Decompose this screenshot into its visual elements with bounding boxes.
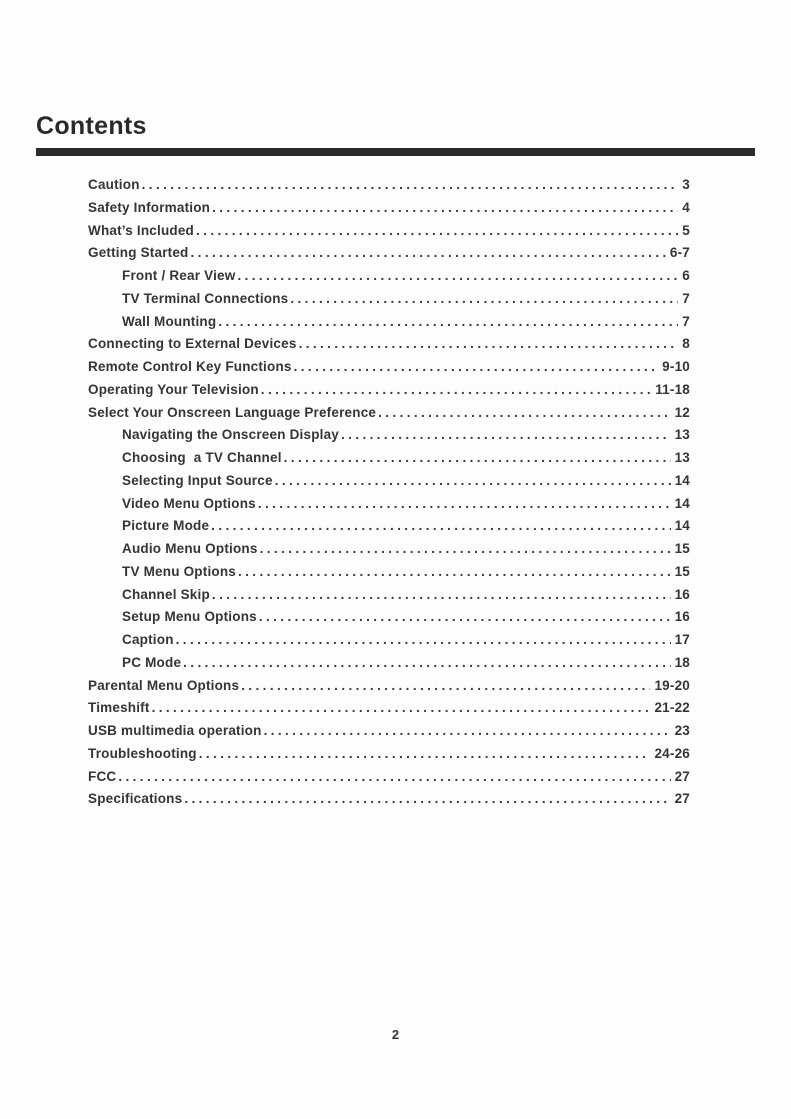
toc-dot-leader xyxy=(261,379,651,402)
toc-dot-leader xyxy=(238,561,671,584)
toc-dot-leader xyxy=(290,288,678,311)
toc-entry-page: 8 xyxy=(682,336,690,352)
toc-entry-page: 6 xyxy=(682,268,690,283)
toc-entry-label: TV Terminal Connections xyxy=(122,290,289,306)
toc-entry-label: Navigating the Onscreen Display xyxy=(122,427,340,443)
toc-entry-label: Specifications xyxy=(88,791,183,807)
toc-entry-label: Caption xyxy=(122,632,174,647)
toc-entry-page: 16 xyxy=(674,586,690,602)
toc-entry xyxy=(88,424,690,447)
toc-entry-label: Video Menu Options xyxy=(122,495,256,511)
toc-entry-page: 5 xyxy=(682,222,690,238)
toc-entry-page: 9-10 xyxy=(662,359,690,374)
toc-entry xyxy=(88,242,690,265)
toc-entry xyxy=(88,652,690,675)
toc-entry xyxy=(88,743,690,766)
toc-entry-page: 19-20 xyxy=(654,677,690,693)
toc-entry xyxy=(88,515,690,538)
toc-entry-label: Front / Rear View xyxy=(122,268,236,283)
toc-entry-label: Parental Menu Options xyxy=(88,677,240,693)
toc-entry-label: Choosing a TV Channel xyxy=(122,450,282,465)
title-rule xyxy=(36,148,755,156)
toc-dot-leader xyxy=(264,720,671,743)
toc-entry xyxy=(88,538,690,561)
toc-entry-page: 15 xyxy=(674,541,690,556)
toc-dot-leader xyxy=(199,743,651,766)
toc-entry-page: 27 xyxy=(674,791,690,807)
toc-entry-label: TV Menu Options xyxy=(122,563,236,579)
toc-entry-label: Wall Mounting xyxy=(122,313,217,329)
toc-entry xyxy=(88,606,690,629)
toc-entry xyxy=(88,356,690,379)
toc-entry-label: Timeshift xyxy=(88,700,150,716)
toc-entry xyxy=(88,288,690,311)
toc-dot-leader xyxy=(212,584,671,607)
toc-dot-leader xyxy=(241,675,650,698)
toc-dot-leader xyxy=(191,242,666,265)
toc-list xyxy=(88,174,690,811)
toc-dot-leader xyxy=(275,470,671,493)
toc-entry xyxy=(88,720,690,743)
toc-entry xyxy=(88,788,690,811)
toc-entry xyxy=(88,675,690,698)
toc-dot-leader xyxy=(259,606,671,629)
toc-entry-page: 16 xyxy=(674,609,690,625)
toc-entry-label: Audio Menu Options xyxy=(122,541,258,556)
toc-entry-page: 15 xyxy=(674,563,690,579)
toc-dot-leader xyxy=(258,493,671,516)
toc-entry-label: USB multimedia operation xyxy=(88,723,262,738)
toc-entry-label: Picture Mode xyxy=(122,518,210,534)
toc-entry-label: Connecting to External Devices xyxy=(88,336,297,352)
toc-entry-label: Troubleshooting xyxy=(88,745,197,761)
toc-entry-label: FCC xyxy=(88,768,117,784)
toc-dot-leader xyxy=(218,311,678,334)
toc-entry-page: 14 xyxy=(674,495,690,511)
toc-entry xyxy=(88,379,690,402)
toc-entry xyxy=(88,447,690,470)
toc-entry-page: 13 xyxy=(674,427,690,443)
toc-entry xyxy=(88,493,690,516)
toc-entry xyxy=(88,174,690,197)
toc-entry xyxy=(88,265,690,288)
toc-entry-page: 11-18 xyxy=(655,381,690,397)
toc-dot-leader xyxy=(294,356,659,379)
toc-entry xyxy=(88,697,690,720)
toc-dot-leader xyxy=(176,629,671,652)
toc-dot-leader xyxy=(378,402,670,425)
toc-dot-leader xyxy=(284,447,671,470)
toc-entry xyxy=(88,197,690,220)
toc-dot-leader xyxy=(184,788,670,811)
toc-entry xyxy=(88,220,690,243)
toc-dot-leader xyxy=(152,697,651,720)
toc-dot-leader xyxy=(118,766,670,789)
toc-entry-page: 7 xyxy=(682,313,690,329)
toc-entry-label: Selecting Input Source xyxy=(122,472,273,488)
toc-entry-page: 14 xyxy=(674,472,690,488)
page-title: Contents xyxy=(36,112,147,140)
toc-entry-page: 23 xyxy=(674,723,690,738)
toc-entry-label: Operating Your Television xyxy=(88,381,259,397)
toc-entry-label: Remote Control Key Functions xyxy=(88,359,292,374)
toc-entry-label: What’s Included xyxy=(88,222,195,238)
toc-entry-label: Channel Skip xyxy=(122,586,210,602)
toc-entry-label: PC Mode xyxy=(122,654,182,670)
toc-entry xyxy=(88,311,690,334)
toc-dot-leader xyxy=(341,424,671,447)
toc-entry-label: Setup Menu Options xyxy=(122,609,257,625)
toc-entry-page: 17 xyxy=(674,632,690,647)
toc-dot-leader xyxy=(196,220,678,243)
toc-entry-page: 18 xyxy=(674,654,690,670)
toc-entry-page: 7 xyxy=(682,290,690,306)
toc-entry xyxy=(88,470,690,493)
toc-entry-page: 21-22 xyxy=(654,700,690,716)
toc-entry xyxy=(88,561,690,584)
toc-dot-leader xyxy=(260,538,671,561)
toc-dot-leader xyxy=(237,265,678,288)
toc-entry-page: 14 xyxy=(674,518,690,534)
toc-entry xyxy=(88,584,690,607)
toc-entry-page: 6-7 xyxy=(669,245,690,261)
toc-entry xyxy=(88,629,690,652)
page-number: 2 xyxy=(391,1027,400,1042)
toc-entry-label: Select Your Onscreen Language Preference xyxy=(88,404,377,420)
toc-entry-page: 4 xyxy=(682,199,690,215)
toc-entry-page: 27 xyxy=(674,768,690,784)
toc-entry-page: 24-26 xyxy=(654,745,690,761)
toc-entry xyxy=(88,333,690,356)
toc-entry xyxy=(88,766,690,789)
toc-dot-leader xyxy=(142,174,679,197)
toc-entry-label: Getting Started xyxy=(88,245,189,261)
toc-dot-leader xyxy=(212,197,678,220)
toc-entry-page: 12 xyxy=(674,404,690,420)
toc-dot-leader xyxy=(183,652,670,675)
toc-entry-page: 3 xyxy=(682,177,690,192)
toc-entry xyxy=(88,402,690,425)
toc-dot-leader xyxy=(299,333,679,356)
toc-entry-label: Safety Information xyxy=(88,199,211,215)
toc-entry-label: Caution xyxy=(88,177,140,192)
toc-entry-page: 13 xyxy=(674,450,690,465)
toc-dot-leader xyxy=(211,515,670,538)
